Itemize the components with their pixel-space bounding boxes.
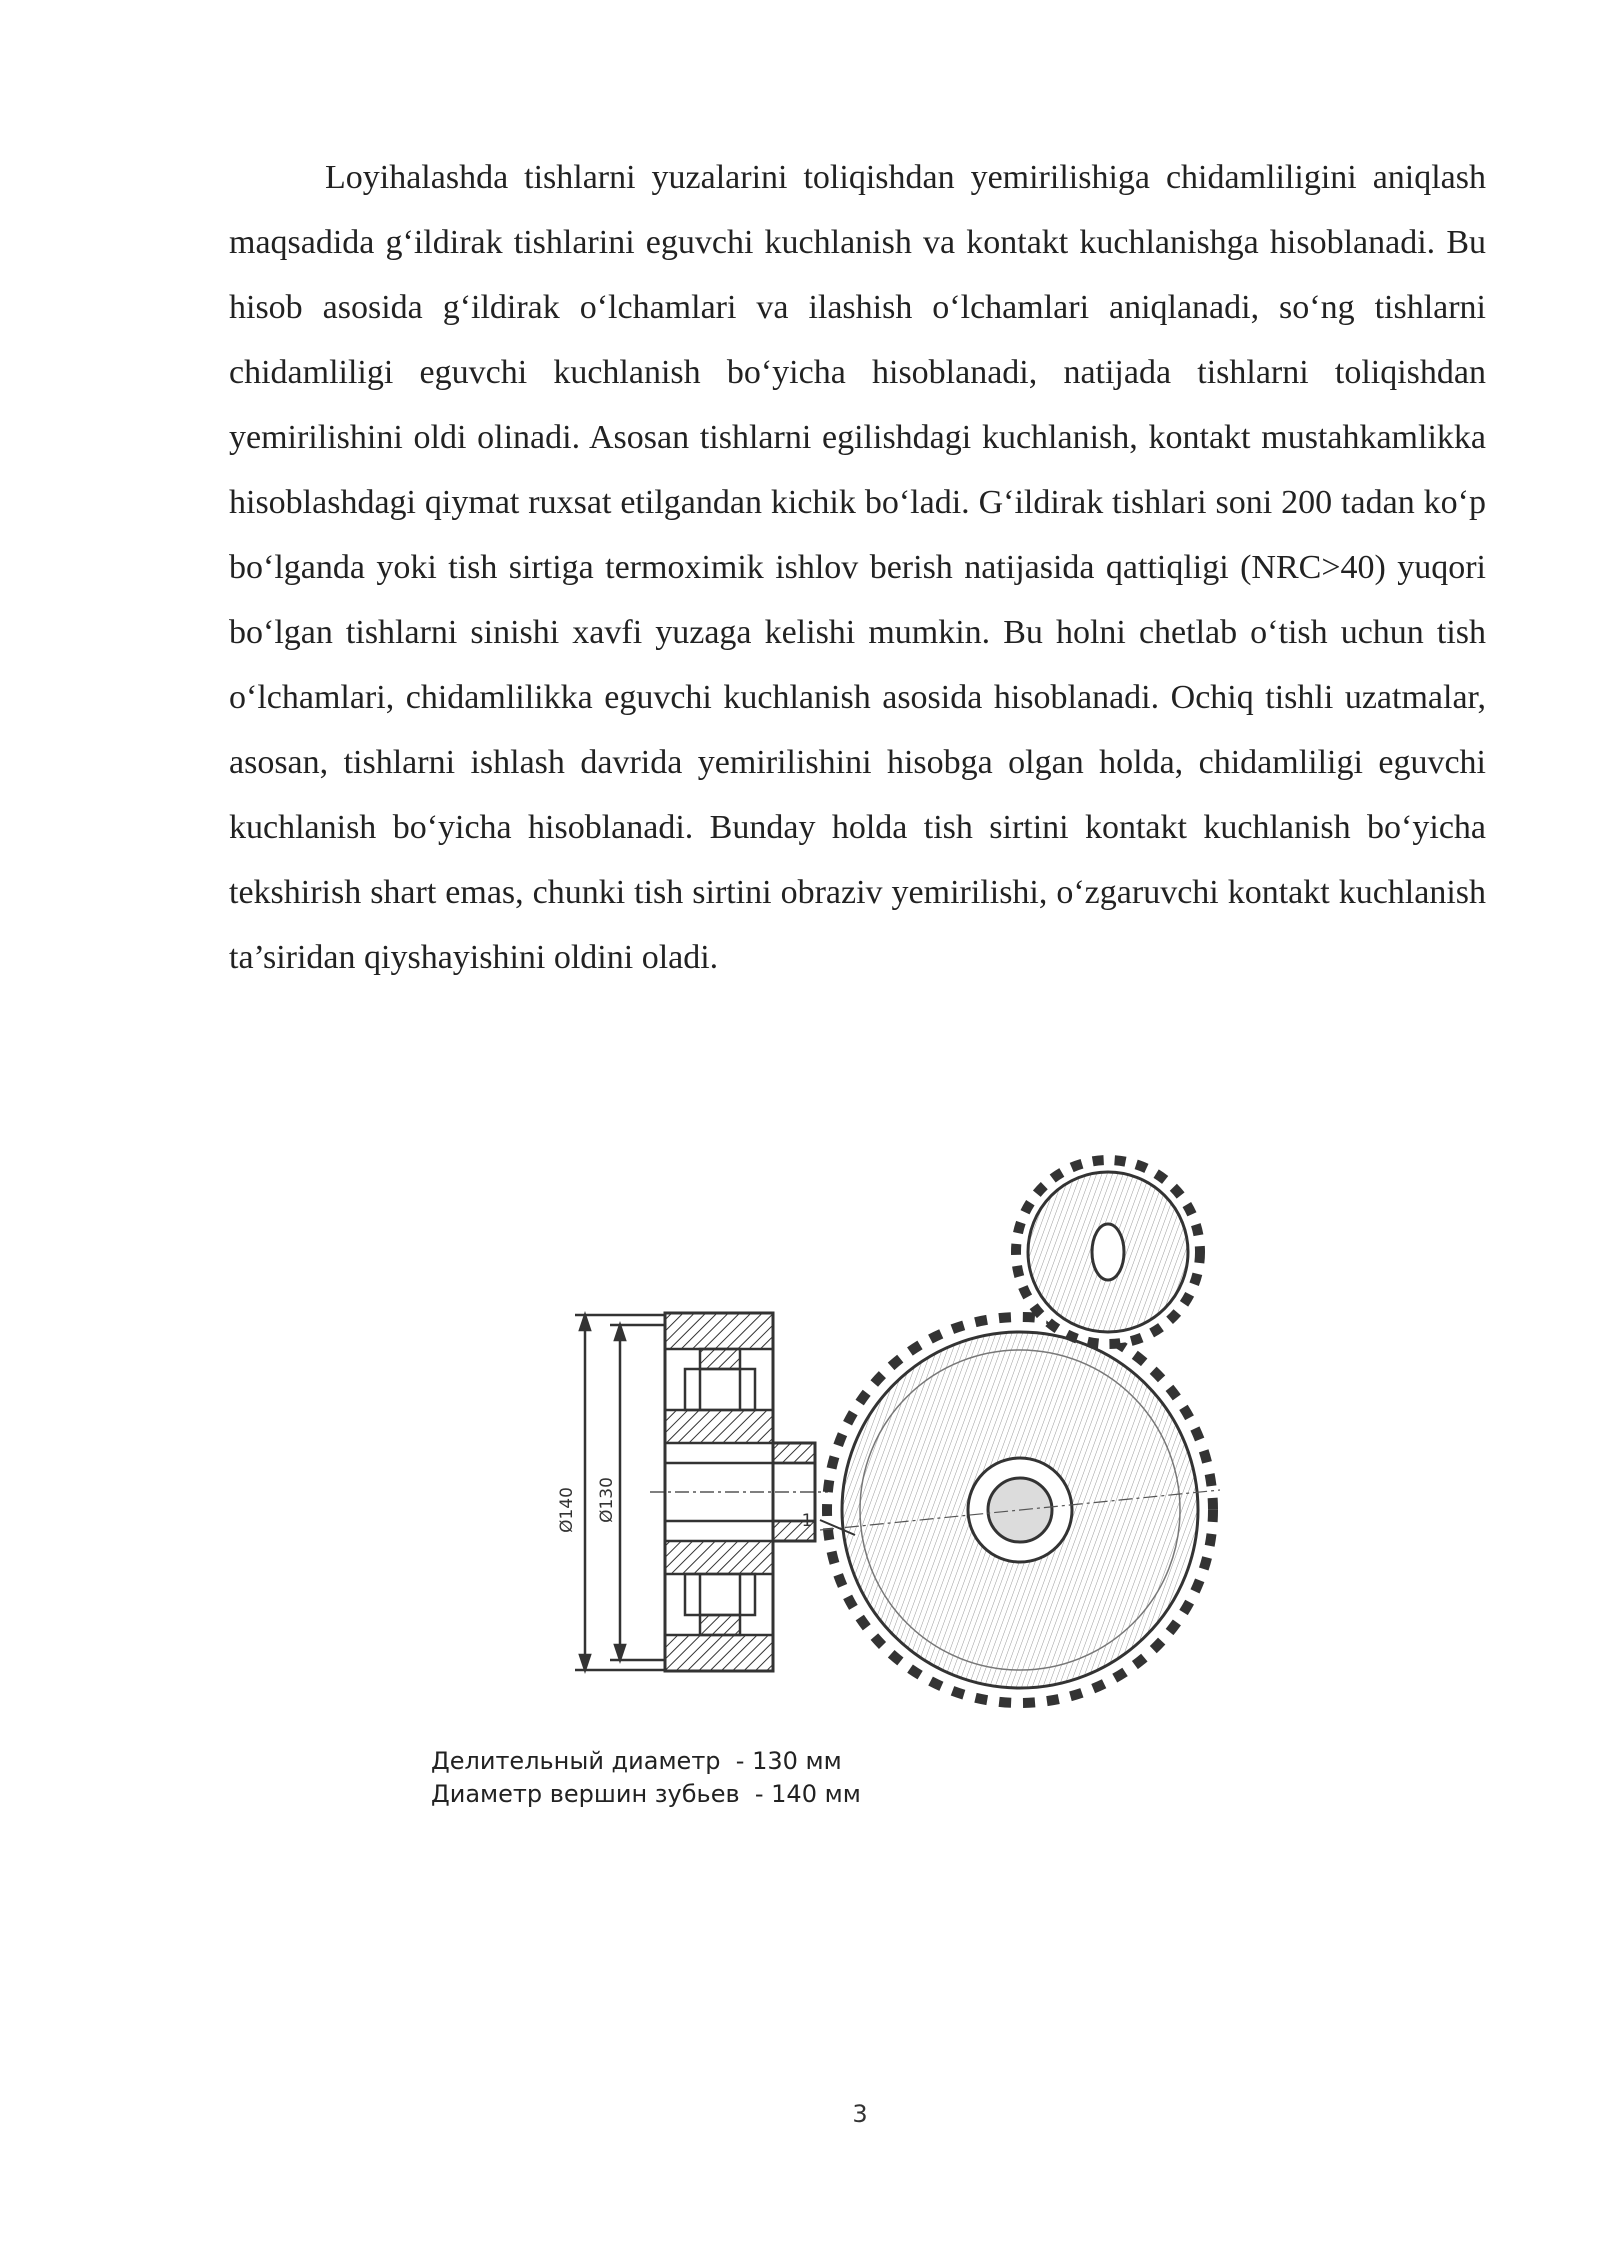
pinion-gear-view	[1016, 1160, 1200, 1344]
body-paragraph: Loyihalashda tishlarni yuzalarini toliqishdan yemirilishiga chidamliligini aniqlash maqsadida g‘ildirak tishlarini eguvchi kuchlanish va kontakt kuchlanishga hisoblanadi. Bu hisob asosida g‘ildirak o‘lchamlari va ilashish o‘lchamlari aniqlanadi, so‘ng tishlarni chidamliligi eguvchi kuchlanish bo‘yicha hisoblanadi, natijada tishlarni toliqishdan yemirilishini oldi olinadi. Asosan tishlarni egilishdagi kuchlanish, kontakt mustahkamlikka hisoblashdagi qiymat ruxsat etilgandan kichik bo‘ladi. G‘ildirak tishlari soni 200 tadan ko‘p bo‘lganda yoki tish sirtiga termoximik ishlov berish natijasida qattiqligi (NRC>40) yuqori bo‘lgan tishlarni sinishi xavfi yuzaga kelishi mumkin. Bu holni chetlab o‘tish uchun tish o‘lchamlari, chidamlilikka eguvchi kuchlanish asosida hisoblanadi. Ochiq tishli uzatmalar, asosan, tishlarni ishlash davrida yemirilishini hisobga olgan holda, chidamliligi eguvchi kuchlanish bo‘yicha hisoblanadi. Bunday holda tish sirtini kontakt kuchlanish bo‘yicha tekshirish shart emas, chunki tish sirtini obraziv yemirilishi, o‘zgaruvchi kontakt kuchlanish ta’siridan qiyshayishini oldini oladi.	[229, 159, 1486, 976]
callout-number: 1	[801, 1511, 813, 1531]
caption-pitch-diameter: Делительный диаметр - 130 мм	[431, 1747, 842, 1775]
outer-diameter-label: Ø140	[557, 1487, 577, 1533]
pitch-diameter-label: Ø130	[597, 1477, 617, 1523]
figure-caption	[431, 1745, 861, 1811]
gear-drawing	[550, 1140, 1270, 1710]
page-number: 3	[852, 2100, 868, 2128]
large-gear-front-view	[820, 1317, 1220, 1703]
caption-tip-diameter: Диаметр вершин зубьев - 140 мм	[431, 1780, 861, 1808]
gear-drawing-figure	[550, 1140, 1270, 1710]
